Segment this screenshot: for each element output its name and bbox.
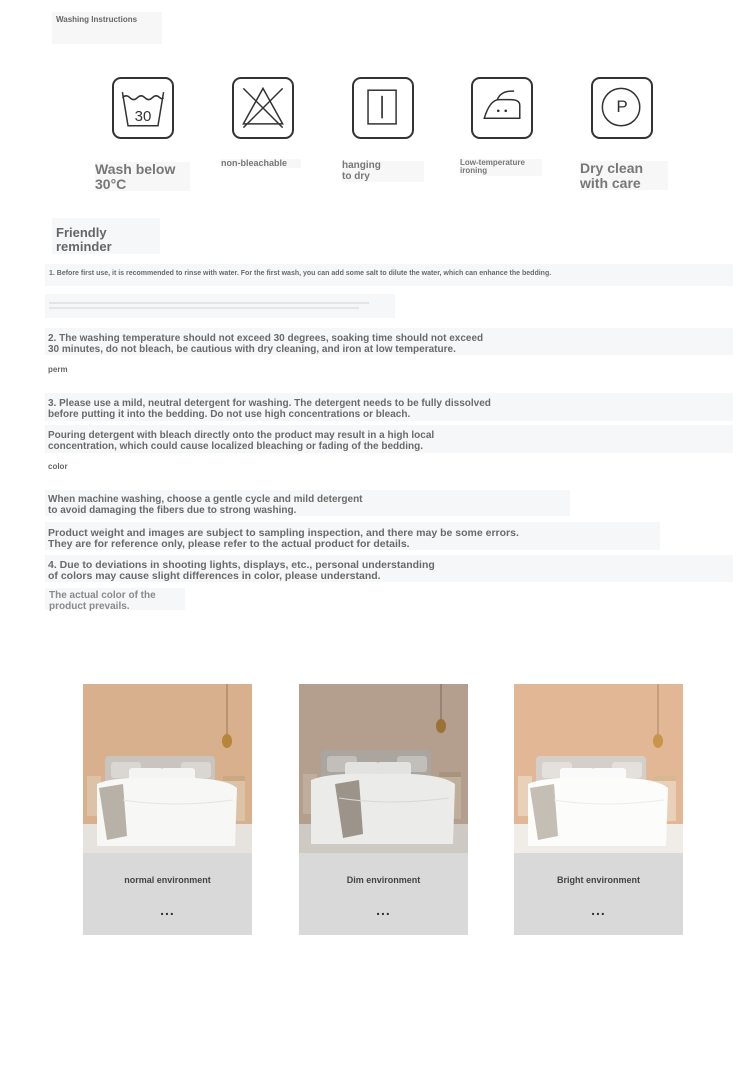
bedroom-photo — [299, 684, 468, 853]
bedroom-photo — [514, 684, 683, 853]
note-1: 1. Before first use, it is recommended to rinse with water. For the first wash, you can add some salt to dilute the water, which can enhance the bedding. — [45, 264, 733, 286]
more-dots-icon: ... — [591, 902, 606, 918]
wash-temperature: 30 — [134, 108, 152, 125]
perm-tag: perm — [48, 365, 68, 374]
more-dots-icon: ... — [376, 902, 391, 918]
environment-card-dim — [299, 684, 468, 935]
section-title: Washing Instructions — [56, 15, 138, 24]
hanging-dry-label: hanging to dry — [342, 161, 424, 182]
note-4: 4. Due to deviations in shooting lights, displays, etc., personal understanding of colors may cause slight differences in color, please understand. — [45, 555, 733, 582]
low-iron-icon — [471, 77, 533, 139]
color-tag: color — [48, 462, 68, 471]
environment-label: normal environment — [124, 875, 211, 885]
wash-temperature-label: Wash below 30°C — [95, 162, 190, 191]
environment-card-normal — [83, 684, 252, 935]
dry-clean-label: Dry clean with care — [580, 161, 668, 190]
environment-label: Bright environment — [556, 875, 640, 885]
note-4-actual-color: The actual color of the product prevails. — [45, 588, 185, 610]
note-weight-disclaimer: Product weight and images are subject to sampling inspection, and there may be some errors. They are for reference only, please refer to the actual product for details. — [45, 522, 660, 550]
section-header — [52, 12, 162, 44]
environment-card-bright — [514, 684, 683, 935]
no-bleach-icon — [232, 77, 294, 139]
note-2: 2. The washing temperature should not exceed 30 degrees, soaking time should not exceed 30 minutes, do not bleach, be cautious with dry cleaning, and iron at low temperature. — [45, 328, 733, 355]
low-temperature-ironing-label: Low-temperature ironing — [460, 159, 542, 176]
dry-clean-letter: P — [616, 97, 628, 116]
more-dots-icon: ... — [160, 902, 175, 918]
dry-clean-icon — [591, 77, 653, 139]
note-3-machine-wash: When machine washing, choose a gentle cycle and mild detergent to avoid damaging the fibers due to strong washing. — [45, 490, 570, 516]
note-3: 3. Please use a mild, neutral detergent for washing. The detergent needs to be fully dissolved before putting it into the bedding. Do not use high concentrations or bleach. — [45, 393, 733, 421]
reminder-title: Friendly reminder — [52, 218, 160, 254]
bedroom-photo — [83, 684, 252, 853]
faint-text-band — [45, 294, 395, 318]
environment-label: Dim environment — [346, 875, 421, 885]
non-bleachable-label: non-bleachable — [221, 159, 301, 168]
note-3-bleach-warning: Pouring detergent with bleach directly onto the product may result in a high local concentration, which could cause localized bleaching or fading of the bedding. — [45, 425, 733, 453]
hang-dry-icon — [352, 77, 414, 139]
wash-30-icon — [112, 77, 174, 139]
